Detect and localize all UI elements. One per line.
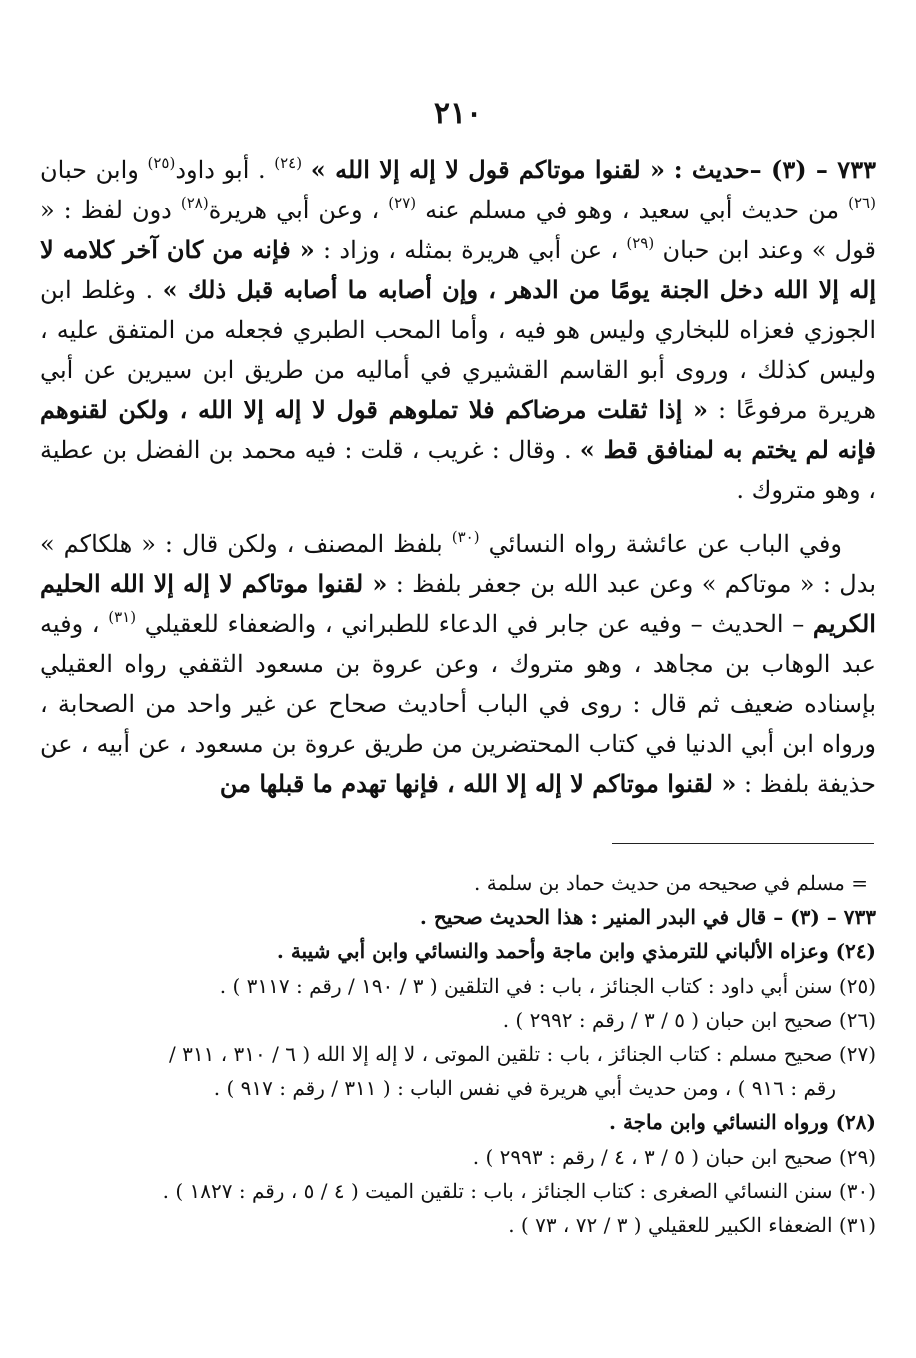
footnote-ref-29: (٢٩)	[626, 234, 655, 252]
footnote-ref-25: (٢٥)	[147, 154, 176, 172]
hadith-quote: « إذا ثقلت مرضاكم فلا تملوهم قول لا إله إلا الله ، ولكن لقنوهم فإنه لم يختم به لمنافق قط »	[40, 395, 876, 464]
footnote-30: (٣٠) سنن النسائي الصغرى : كتاب الجنائز ، باب : تلقين الميت ( ٤ / ٥ ، رقم : ١٨٢٧ ) .	[162, 1178, 876, 1203]
footnote-25: (٢٥) سنن أبي داود : كتاب الجنائز ، باب : في التلقين ( ٣ / ١٩٠ / رقم : ٣١١٧ ) .	[219, 973, 876, 998]
hadith-quote: « لقنوا موتاكم لا إله إلا الله الحليم الكريم	[40, 569, 876, 638]
footnote-ref-31: (٣١)	[108, 608, 137, 626]
hadith-quote: « لقنوا موتاكم لا إله إلا الله ، فإنها تهدم ما قبلها من	[219, 769, 737, 798]
footnote-28: (٢٨) ورواه النسائي وابن ماجة .	[609, 1110, 876, 1135]
footnote-ref-27: (٢٧)	[388, 194, 417, 212]
body-text: ، وفيه عبد الوهاب بن مجاهد ، وهو متروك ، وعن عروة بن مسعود الثقفي رواه العقيلي بإسناده ضعيف ثم قال : روى في الباب أحاديث صحاح عن غير واحد من الصحابة ، ورواه ابن أبي الدنيا في كتاب المحتضرين من طريق عروة بن مسعود ، عن أبيه ، عن حذيفة بلفظ :	[40, 610, 876, 798]
footnote-733: ٧٣٣ – (٣) – قال في البدر المنير : هذا الحديث صحيح .	[419, 905, 876, 930]
body-text: ، عن أبي هريرة بمثله ، وزاد :	[323, 236, 619, 264]
hadith-quote: « لقنوا موتاكم قول لا إله إلا الله »	[310, 155, 666, 184]
body-text: ، وعن أبي هريرة	[208, 196, 380, 224]
footnote-separator	[612, 843, 874, 844]
body-text: . وغلط ابن الجوزي فعزاه للبخاري وليس هو فيه ، وأما المحب الطبري فجعله من المتفق عليه ، وليس كذلك ، وروى أبو القاسم القشيري في أماليه من طريق ابن سيرين عن أبي هريرة مرفوعًا :	[40, 276, 876, 424]
body-text: وابن حبان	[40, 156, 139, 184]
footnote-27: (٢٧) صحيح مسلم : كتاب الجنائز ، باب : تلقين الموتى ، لا إله إلا الله ( ٦ / ٣١٠ ، ٣١١ /	[169, 1042, 876, 1067]
page-number: ٢١٠	[433, 96, 483, 131]
body-text: وفي الباب عن عائشة رواه النسائي	[488, 530, 842, 558]
footnote-31: (٣١) الضعفاء الكبير للعقيلي ( ٣ / ٧٢ ، ٧٣ ) .	[508, 1213, 876, 1238]
body-text: . أبو داود	[175, 156, 266, 184]
hadith-733-paragraph	[40, 150, 876, 510]
fil-bab-paragraph	[40, 524, 876, 804]
body-text: بلفظ المصنف ، ولكن قال : « هلكاكم » بدل : « موتاكم » وعن عبد الله بن جعفر بلفظ :	[40, 530, 877, 598]
footnote-ref-30: (٣٠)	[451, 528, 480, 546]
footnote-27-continued: رقم : ٩١٦ ) ، ومن حديث أبي هريرة في نفس الباب : ( ٣١١ / رقم : ٩١٧ ) .	[213, 1076, 836, 1101]
footnote-ref-24: (٢٤)	[274, 154, 303, 172]
body-text: من حديث أبي سعيد ، وهو في مسلم عنه	[425, 196, 840, 224]
footnotes	[40, 866, 876, 1242]
hadith-heading: ٧٣٣ – (٣) –حديث :	[673, 155, 876, 184]
footnote-continuation: = مسلم في صحيحه من حديث حماد بن سلمة .	[474, 871, 868, 895]
footnote-ref-28: (٢٨)	[180, 194, 209, 212]
footnote-26: (٢٦) صحيح ابن حبان ( ٥ / ٣ / رقم : ٢٩٩٢ ) .	[502, 1007, 876, 1032]
body-text: . وقال : غريب ، قلت : فيه محمد بن الفضل بن عطية ، وهو متروك .	[40, 436, 876, 504]
main-text	[40, 150, 876, 818]
body-text: دون لفظ : « قول » وعند ابن حبان	[40, 196, 876, 264]
footnote-24: (٢٤) وعزاه الألباني للترمذي وابن ماجة وأحمد والنسائي وابن أبي شيبة .	[276, 939, 876, 964]
hadith-quote: « فإنه من كان آخر كلامه لا إله إلا الله دخل الجنة يومًا من الدهر ، وإن أصابه ما أصابه قبل ذلك »	[40, 235, 877, 304]
footnote-ref-26: (٢٦)	[848, 194, 876, 212]
body-text: – الحديث – وفيه عن جابر في الدعاء للطبراني ، والضعفاء للعقيلي	[144, 610, 805, 638]
footnote-29: (٢٩) صحيح ابن حبان ( ٥ / ٣ ، ٤ / رقم : ٢٩٩٣ ) .	[472, 1144, 876, 1169]
